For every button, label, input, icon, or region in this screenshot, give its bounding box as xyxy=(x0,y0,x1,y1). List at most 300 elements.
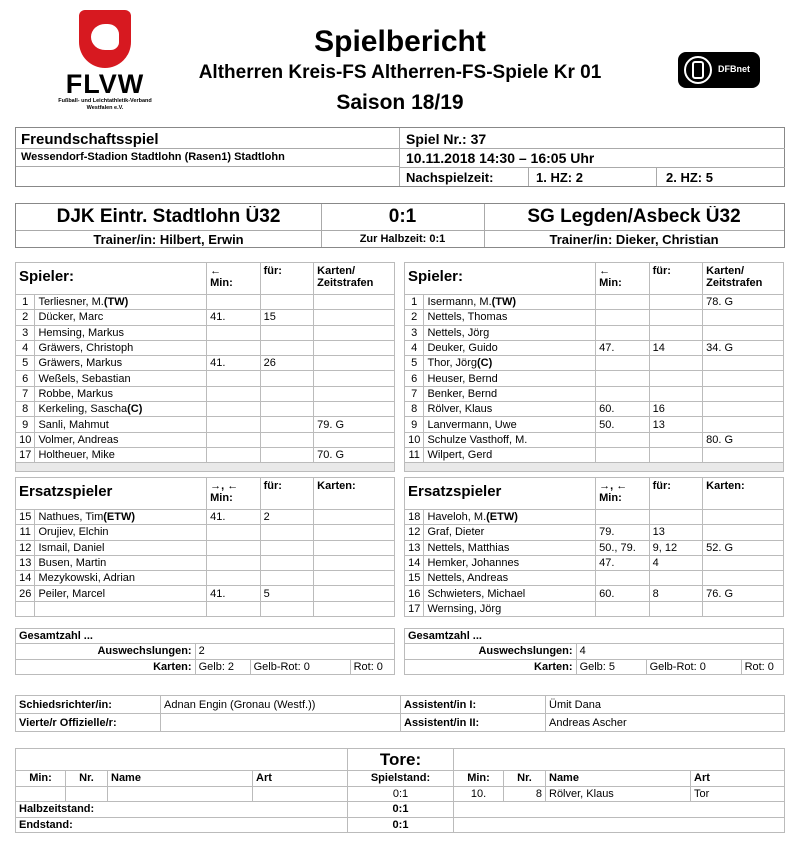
player-row xyxy=(405,402,784,417)
goal-scorer: Rölver, Klaus xyxy=(546,786,691,802)
player-card: 70. G xyxy=(314,447,395,462)
player-name-text: Ismail, Daniel xyxy=(38,541,105,554)
player-number: 17 xyxy=(16,447,35,462)
player-name xyxy=(424,540,596,555)
away-yellowred: Gelb-Rot: 0 xyxy=(646,659,741,674)
final-score: 0:1 xyxy=(388,206,417,227)
player-name xyxy=(35,295,207,310)
player-row xyxy=(16,325,395,340)
player-card xyxy=(314,555,395,570)
player-row xyxy=(405,386,784,401)
player-number: 4 xyxy=(405,340,424,355)
player-name-text: Isermann, M. xyxy=(427,296,492,309)
player-card xyxy=(703,601,784,616)
player-name xyxy=(35,571,207,586)
player-number: 10 xyxy=(405,432,424,447)
player-name-text: Peiler, Marcel xyxy=(38,587,106,600)
dfbnet-logo-text: DFBnet xyxy=(718,64,750,74)
player-number: 3 xyxy=(16,325,35,340)
player-name xyxy=(35,586,207,601)
players-heading: Spieler: xyxy=(16,263,207,295)
season-title: Saison 18/19 xyxy=(336,91,464,114)
player-row xyxy=(16,555,395,570)
player-card xyxy=(703,386,784,401)
col-type: Art xyxy=(253,771,348,787)
player-number: 18 xyxy=(405,510,424,525)
player-row xyxy=(405,586,784,601)
player-name-text: Wilpert, Gerd xyxy=(427,449,493,462)
player-name-text: Lanvermann, Uwe xyxy=(427,418,517,431)
player-sub-for xyxy=(649,601,703,616)
player-name xyxy=(424,525,596,540)
officials-table xyxy=(15,695,785,732)
player-card: 76. G xyxy=(703,586,784,601)
player-row xyxy=(16,571,395,586)
player-card xyxy=(703,510,784,525)
player-name-text: Nettels, Jörg xyxy=(427,326,490,339)
player-name-text: Holtheuer, Mike xyxy=(38,449,115,462)
player-number: 10 xyxy=(16,432,35,447)
player-sub-minute: 79. xyxy=(596,525,650,540)
player-name xyxy=(424,340,596,355)
player-role-tag: (ETW) xyxy=(103,511,136,524)
player-name-text: Hemsing, Markus xyxy=(38,326,125,339)
competition-title: Altherren Kreis-FS Altherren-FS-Spiele Kr 01 xyxy=(198,62,602,83)
player-row xyxy=(405,510,784,525)
player-sub-minute: 41. xyxy=(207,510,261,525)
player-row xyxy=(16,340,395,355)
min-heading: →, ← Min: xyxy=(596,478,650,510)
player-sub-minute xyxy=(207,571,261,586)
player-sub-minute xyxy=(207,325,261,340)
player-name xyxy=(35,356,207,371)
player-card xyxy=(314,340,395,355)
player-number: 3 xyxy=(405,325,424,340)
player-row xyxy=(405,371,784,386)
player-role-tag: (TW) xyxy=(103,296,129,309)
player-row xyxy=(16,417,395,432)
goals-table xyxy=(15,748,785,833)
player-name xyxy=(424,356,596,371)
player-number: 14 xyxy=(16,571,35,586)
player-sub-for: 5 xyxy=(260,586,314,601)
player-number: 1 xyxy=(405,295,424,310)
flvw-logo-sub1: Fußball- und Leichtathletik-Verband xyxy=(58,98,152,104)
player-name xyxy=(424,402,596,417)
player-name-text: Haveloh, M. xyxy=(427,511,487,524)
player-name xyxy=(424,295,596,310)
player-row xyxy=(405,601,784,616)
player-row xyxy=(405,447,784,462)
player-name-text: Deuker, Guido xyxy=(427,342,498,355)
player-number: 17 xyxy=(405,601,424,616)
total-label: Gesamtzahl ... xyxy=(405,629,784,644)
final-label: Endstand: xyxy=(16,817,348,833)
player-sub-for xyxy=(260,555,314,570)
player-card xyxy=(703,371,784,386)
assistant2-name: Andreas Ascher xyxy=(546,714,785,732)
player-name xyxy=(35,432,207,447)
player-sub-for: 14 xyxy=(649,340,703,355)
subs-heading: Ersatzspieler xyxy=(405,478,596,510)
player-row xyxy=(405,310,784,325)
player-row xyxy=(16,310,395,325)
player-card xyxy=(703,356,784,371)
player-sub-for: 26 xyxy=(260,356,314,371)
away-totals xyxy=(404,628,784,675)
player-card xyxy=(703,402,784,417)
player-sub-for xyxy=(260,325,314,340)
player-name-text: Volmer, Andreas xyxy=(38,433,119,446)
player-name-text: Kerkeling, Sascha xyxy=(38,403,128,416)
player-role-tag: (TW) xyxy=(491,296,517,309)
col-name: Name xyxy=(108,771,253,787)
player-row xyxy=(405,540,784,555)
player-sub-minute xyxy=(596,447,650,462)
player-sub-minute xyxy=(596,310,650,325)
home-totals xyxy=(15,628,395,675)
away-lineup xyxy=(404,262,784,472)
home-yellowred: Gelb-Rot: 0 xyxy=(250,659,350,674)
player-name-text: Sanli, Mahmut xyxy=(38,418,109,431)
player-card xyxy=(703,310,784,325)
player-sub-minute xyxy=(207,417,261,432)
subs-count-label: Auswechslungen: xyxy=(16,644,196,659)
player-card: 78. G xyxy=(703,295,784,310)
col-min: Min: xyxy=(16,771,66,787)
player-sub-minute xyxy=(596,356,650,371)
dfbnet-logo xyxy=(678,52,760,88)
player-number: 16 xyxy=(405,586,424,601)
player-card xyxy=(703,417,784,432)
player-row xyxy=(16,447,395,462)
flvw-logo-text: FLVW xyxy=(65,69,145,99)
player-name xyxy=(35,555,207,570)
player-name xyxy=(35,417,207,432)
player-name xyxy=(424,555,596,570)
player-card xyxy=(314,525,395,540)
player-sub-for: 2 xyxy=(260,510,314,525)
dfb-eagle-icon xyxy=(684,56,712,84)
player-name-text: Mezykowski, Adrian xyxy=(38,572,136,585)
player-name-text: Benker, Bernd xyxy=(427,387,498,400)
referee-label: Schiedsrichter/in: xyxy=(16,696,161,714)
flvw-logo xyxy=(45,10,165,122)
min-heading: ← Min: xyxy=(207,263,261,295)
player-number: 2 xyxy=(16,310,35,325)
home-red: Rot: 0 xyxy=(350,659,394,674)
player-sub-minute: 41. xyxy=(207,310,261,325)
player-name xyxy=(424,447,596,462)
player-name xyxy=(424,310,596,325)
player-name-text: Thor, Jörg xyxy=(427,357,477,370)
player-role-tag: (C) xyxy=(127,403,143,416)
player-sub-for: 9, 12 xyxy=(649,540,703,555)
player-row xyxy=(405,325,784,340)
player-name-text: Nettels, Andreas xyxy=(427,572,509,585)
player-card xyxy=(314,432,395,447)
goal-score: 0:1 xyxy=(348,786,454,802)
player-number: 6 xyxy=(16,371,35,386)
player-sub-minute: 60. xyxy=(596,586,650,601)
player-name xyxy=(35,310,207,325)
player-sub-minute xyxy=(207,386,261,401)
player-sub-minute xyxy=(596,510,650,525)
player-number: 11 xyxy=(16,525,35,540)
player-number: 12 xyxy=(16,540,35,555)
player-sub-for xyxy=(260,417,314,432)
away-yellow: Gelb: 5 xyxy=(576,659,646,674)
player-number xyxy=(16,601,35,616)
player-number: 13 xyxy=(16,555,35,570)
player-number: 15 xyxy=(405,571,424,586)
assistant1-label: Assistent/in I: xyxy=(401,696,546,714)
fourth-official-name xyxy=(161,714,401,732)
player-name-text: Nettels, Matthias xyxy=(427,541,510,554)
player-row xyxy=(16,356,395,371)
player-sub-for xyxy=(260,295,314,310)
min-heading: →, ← Min: xyxy=(207,478,261,510)
player-sub-for xyxy=(649,295,703,310)
goal-min: 10. xyxy=(454,786,504,802)
cards-heading: Karten: xyxy=(703,478,784,510)
player-row xyxy=(405,432,784,447)
player-name xyxy=(424,386,596,401)
player-row xyxy=(405,571,784,586)
player-sub-minute xyxy=(596,371,650,386)
teams-header xyxy=(15,203,785,248)
player-row xyxy=(16,510,395,525)
player-sub-minute: 41. xyxy=(207,586,261,601)
player-number: 5 xyxy=(405,356,424,371)
player-card xyxy=(314,356,395,371)
player-sub-for xyxy=(260,447,314,462)
col-nr: Nr. xyxy=(66,771,108,787)
player-number: 1 xyxy=(16,295,35,310)
player-sub-minute xyxy=(207,525,261,540)
player-name xyxy=(424,325,596,340)
player-row xyxy=(16,371,395,386)
player-sub-for: 13 xyxy=(649,525,703,540)
player-row xyxy=(16,402,395,417)
assistant1-name: Ümit Dana xyxy=(546,696,785,714)
player-role-tag: (ETW) xyxy=(486,511,518,524)
player-card xyxy=(703,555,784,570)
player-row xyxy=(16,525,395,540)
referee-name: Adnan Engin (Gronau (Westf.)) xyxy=(161,696,401,714)
player-sub-minute xyxy=(207,601,261,616)
player-sub-minute xyxy=(596,325,650,340)
player-number: 9 xyxy=(405,417,424,432)
player-name xyxy=(35,402,207,417)
player-number: 6 xyxy=(405,371,424,386)
match-venue: Wessendorf-Stadion Stadtlohn (Rasen1) Stadtlohn xyxy=(21,151,285,163)
player-number: 9 xyxy=(16,417,35,432)
player-name-text: Hemker, Johannes xyxy=(427,557,520,570)
player-sub-minute: 50. xyxy=(596,417,650,432)
player-name-text: Nettels, Thomas xyxy=(427,311,508,324)
player-sub-minute xyxy=(207,555,261,570)
player-number: 11 xyxy=(405,447,424,462)
match-info xyxy=(15,127,785,187)
col-min-away: Min: xyxy=(454,771,504,787)
cards-total-label: Karten: xyxy=(405,659,577,674)
player-name xyxy=(424,371,596,386)
extra-time-hz2: 2. HZ: 5 xyxy=(666,170,713,185)
home-yellow: Gelb: 2 xyxy=(195,659,250,674)
match-datetime: 10.11.2018 14:30 – 16:05 Uhr xyxy=(406,150,595,166)
player-card: 34. G xyxy=(703,340,784,355)
min-heading: ← Min: xyxy=(596,263,650,295)
away-substitutes xyxy=(404,477,784,617)
player-row xyxy=(16,295,395,310)
player-sub-for xyxy=(260,571,314,586)
goals-title: Tore: xyxy=(348,749,454,771)
player-card xyxy=(703,325,784,340)
player-name xyxy=(424,510,596,525)
player-sub-for: 8 xyxy=(649,586,703,601)
player-number: 14 xyxy=(405,555,424,570)
player-name xyxy=(35,371,207,386)
player-row xyxy=(16,586,395,601)
player-sub-minute xyxy=(207,432,261,447)
player-card xyxy=(314,571,395,586)
player-name xyxy=(35,386,207,401)
player-number: 26 xyxy=(16,586,35,601)
final-value: 0:1 xyxy=(348,817,454,833)
player-sub-minute xyxy=(207,447,261,462)
player-sub-for xyxy=(260,432,314,447)
player-sub-minute xyxy=(596,295,650,310)
player-sub-for: 4 xyxy=(649,555,703,570)
player-row xyxy=(405,555,784,570)
player-sub-minute: 60. xyxy=(596,402,650,417)
goal-type: Tor xyxy=(691,786,785,802)
player-sub-for xyxy=(260,371,314,386)
player-sub-minute: 47. xyxy=(596,555,650,570)
player-card xyxy=(703,447,784,462)
player-row xyxy=(405,356,784,371)
away-red: Rot: 0 xyxy=(741,659,783,674)
player-number: 8 xyxy=(405,402,424,417)
player-name-text: Busen, Martin xyxy=(38,557,107,570)
player-card xyxy=(314,325,395,340)
player-name xyxy=(424,601,596,616)
player-name xyxy=(424,571,596,586)
extra-time-label: Nachspielzeit: xyxy=(406,170,494,185)
player-row xyxy=(405,417,784,432)
player-name-text: Graf, Dieter xyxy=(427,526,485,539)
player-card: 52. G xyxy=(703,540,784,555)
player-name xyxy=(35,510,207,525)
game-number: Spiel Nr.: 37 xyxy=(406,131,487,147)
player-card xyxy=(314,371,395,386)
home-team-name: DJK Eintr. Stadtlohn Ü32 xyxy=(56,206,281,227)
players-heading: Spieler: xyxy=(405,263,596,295)
player-name-text: Robbe, Markus xyxy=(38,387,114,400)
player-card: 79. G xyxy=(314,417,395,432)
player-name-text: Dücker, Marc xyxy=(38,311,104,324)
player-name xyxy=(35,540,207,555)
player-sub-minute xyxy=(596,601,650,616)
player-row xyxy=(16,386,395,401)
col-score: Spielstand: xyxy=(348,771,454,787)
player-name-text: Terliesner, M. xyxy=(38,296,104,309)
col-name-away: Name xyxy=(546,771,691,787)
player-number: 7 xyxy=(16,386,35,401)
cards-heading: Karten/ Zeitstrafen xyxy=(703,263,784,295)
player-name xyxy=(35,340,207,355)
subs-count-label: Auswechslungen: xyxy=(405,644,577,659)
player-name-text: Schulze Vasthoff, M. xyxy=(427,433,528,446)
player-sub-minute: 41. xyxy=(207,356,261,371)
player-sub-for xyxy=(649,356,703,371)
player-sub-minute xyxy=(207,295,261,310)
player-sub-for xyxy=(260,601,314,616)
away-trainer: Trainer/in: Dieker, Christian xyxy=(549,232,719,247)
subs-heading: Ersatzspieler xyxy=(16,478,207,510)
player-sub-for xyxy=(649,432,703,447)
player-number: 13 xyxy=(405,540,424,555)
away-team-name: SG Legden/Asbeck Ü32 xyxy=(527,206,741,227)
player-sub-for xyxy=(260,386,314,401)
player-name-text: Schwieters, Michael xyxy=(427,587,526,600)
player-card xyxy=(314,295,395,310)
player-card xyxy=(314,586,395,601)
player-sub-minute xyxy=(207,340,261,355)
page-title: Spielbericht xyxy=(314,25,486,58)
total-label: Gesamtzahl ... xyxy=(16,629,395,644)
player-sub-for xyxy=(260,540,314,555)
player-role-tag: (C) xyxy=(476,357,493,370)
col-nr-away: Nr. xyxy=(504,771,546,787)
player-name xyxy=(424,586,596,601)
flvw-shield-icon xyxy=(79,10,131,68)
player-number: 5 xyxy=(16,356,35,371)
player-row xyxy=(405,525,784,540)
cards-heading: Karten: xyxy=(314,478,395,510)
home-subs-count: 2 xyxy=(195,644,394,659)
player-card xyxy=(314,310,395,325)
player-card xyxy=(703,571,784,586)
home-substitutes xyxy=(15,477,395,617)
halftime-score: Zur Halbzeit: 0:1 xyxy=(359,233,446,245)
player-name-text: Weßels, Sebastian xyxy=(38,372,131,385)
flvw-logo-sub2: Westfalen e.V. xyxy=(86,105,124,111)
player-sub-for xyxy=(649,386,703,401)
player-number: 2 xyxy=(405,310,424,325)
player-number: 12 xyxy=(405,525,424,540)
player-sub-for xyxy=(260,525,314,540)
cards-heading: Karten/ Zeitstrafen xyxy=(314,263,395,295)
player-name xyxy=(424,417,596,432)
player-row xyxy=(405,340,784,355)
player-sub-for: 13 xyxy=(649,417,703,432)
player-number: 8 xyxy=(16,402,35,417)
player-sub-minute xyxy=(596,432,650,447)
player-sub-minute xyxy=(207,402,261,417)
goal-nr: 8 xyxy=(504,786,546,802)
player-card: 80. G xyxy=(703,432,784,447)
away-subs-count: 4 xyxy=(576,644,783,659)
player-sub-for xyxy=(649,371,703,386)
player-card xyxy=(314,601,395,616)
halftime-label: Halbzeitstand: xyxy=(16,802,348,818)
player-card xyxy=(314,402,395,417)
player-sub-for xyxy=(649,447,703,462)
fourth-official-label: Vierte/r Offizielle/r: xyxy=(16,714,161,732)
player-name-text: Heuser, Bernd xyxy=(427,372,498,385)
